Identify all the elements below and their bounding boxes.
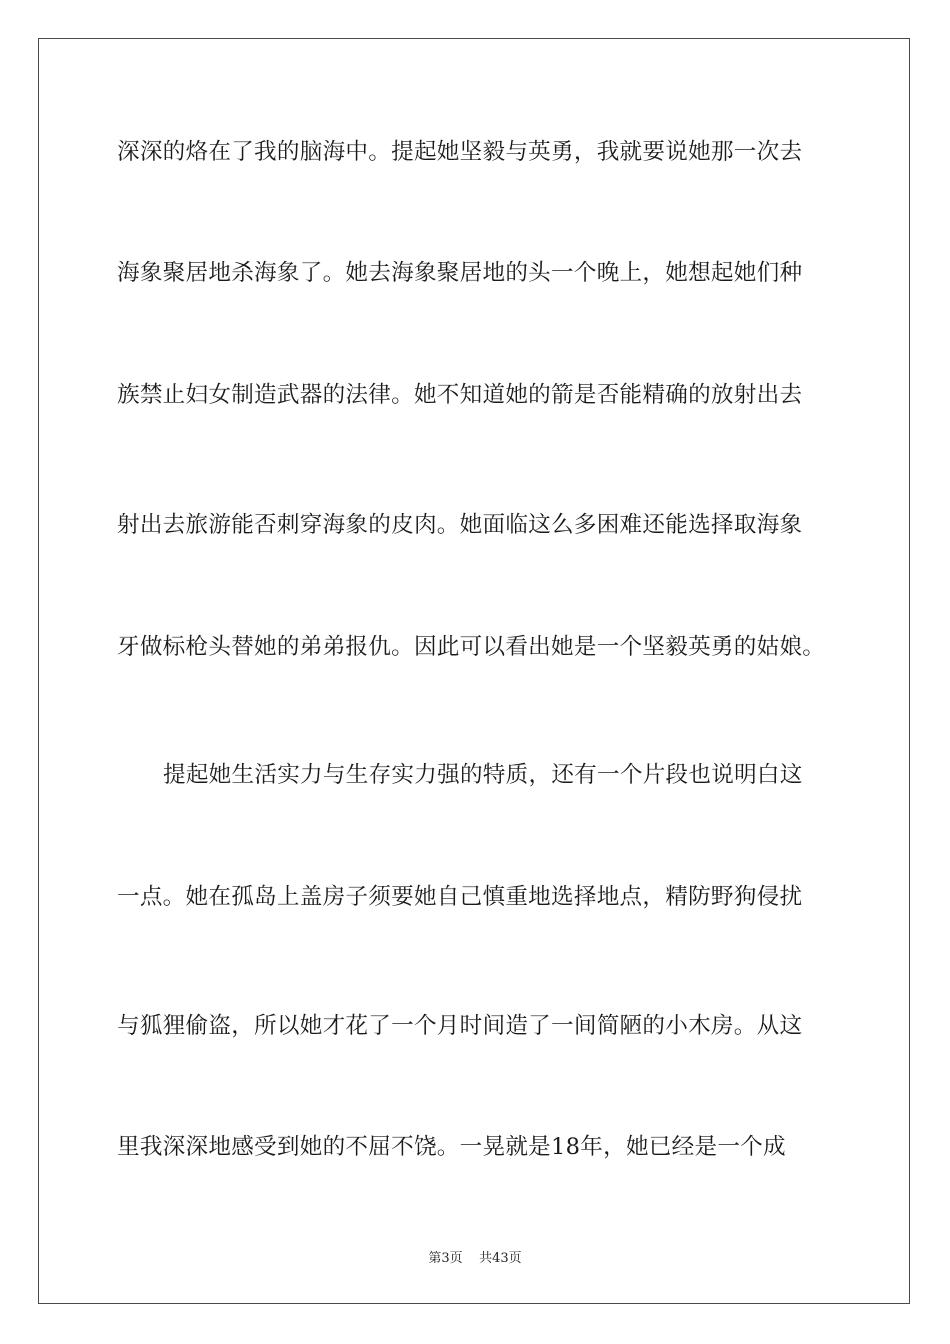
paragraph-line-2: 海象聚居地杀海象了。她去海象聚居地的头一个晚上，她想起她们种: [117, 260, 803, 286]
page-number: 第3页: [428, 1251, 463, 1266]
paragraph-line-5: 牙做标枪头替她的弟弟报仇。因此可以看出她是一个坚毅英勇的姑娘。: [117, 634, 826, 660]
paragraph-line-4: 射出去旅游能否刺穿海象的皮肉。她面临这么多困难还能选择取海象: [117, 512, 803, 538]
paragraph-line-6: 提起她生活实力与生存实力强的特质，还有一个片段也说明白这: [163, 762, 803, 788]
page-border: [38, 38, 910, 1304]
paragraph-line-9: 里我深深地感受到她的不屈不饶。一晃就是18年，她已经是一个成: [117, 1134, 786, 1160]
page-footer: [0, 1247, 950, 1266]
paragraph-line-8: 与狐狸偷盗，所以她才花了一个月时间造了一间简陋的小木房。从这: [117, 1013, 803, 1039]
paragraph-line-3: 族禁止妇女制造武器的法律。她不知道她的箭是否能精确的放射出去: [117, 382, 803, 408]
page-total: 共43页: [479, 1251, 522, 1266]
paragraph-line-1: 深深的烙在了我的脑海中。提起她坚毅与英勇，我就要说她那一次去: [117, 139, 803, 165]
paragraph-line-7: 一点。她在孤岛上盖房子须要她自己慎重地选择地点，精防野狗侵扰: [117, 884, 803, 910]
